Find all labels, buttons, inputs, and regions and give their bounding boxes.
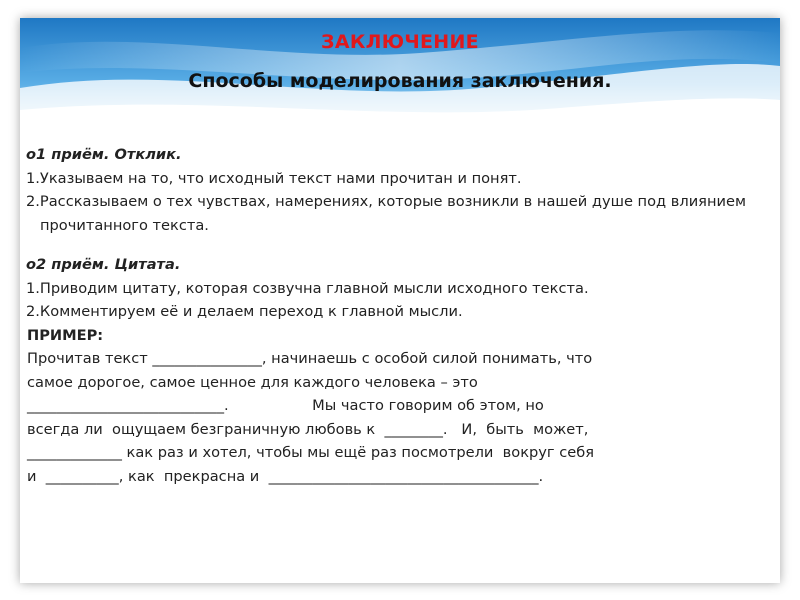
list-item: 1.Приводим цитату, которая созвучна главной мысли исходного текста. [26, 279, 589, 297]
slide-title: ЗАКЛЮЧЕНИЕ [321, 31, 479, 53]
list-item: 1.Указываем на то, что исходный текст нами прочитан и понят. [26, 169, 522, 187]
example-line: и __________, как прекрасна и _____________________________________. [27, 467, 544, 485]
example-line: Прочитав текст _______________, начинаешь с особой силой понимать, что [27, 350, 593, 367]
method-heading: о2 приём. Цитата. [26, 256, 181, 273]
list-item: 2.Комментируем её и делаем переход к главной мысли. [26, 303, 463, 320]
slide-subtitle: Способы моделирования заключения. [188, 70, 612, 92]
method-heading: о1 приём. Отклик. [26, 146, 182, 163]
example-line: _____________ как раз и хотел, чтобы мы ещё раз посмотрели вокруг себя [27, 444, 595, 461]
list-item: 2.Рассказываем о тех чувствах, намерениях, которые возникли в нашей душе под влиянием прочитанного текста. [26, 193, 746, 234]
slide [20, 18, 780, 583]
example-line: ___________________________. Мы часто говорим об этом, но [27, 397, 544, 414]
example-line: самое дорогое, самое ценное для каждого человека – это [27, 373, 478, 391]
slide-content [20, 143, 780, 488]
example-label: ПРИМЕР: [27, 326, 104, 344]
example-line: всегда ли ощущаем безграничную любовь к ________. И, быть может, [27, 420, 589, 438]
